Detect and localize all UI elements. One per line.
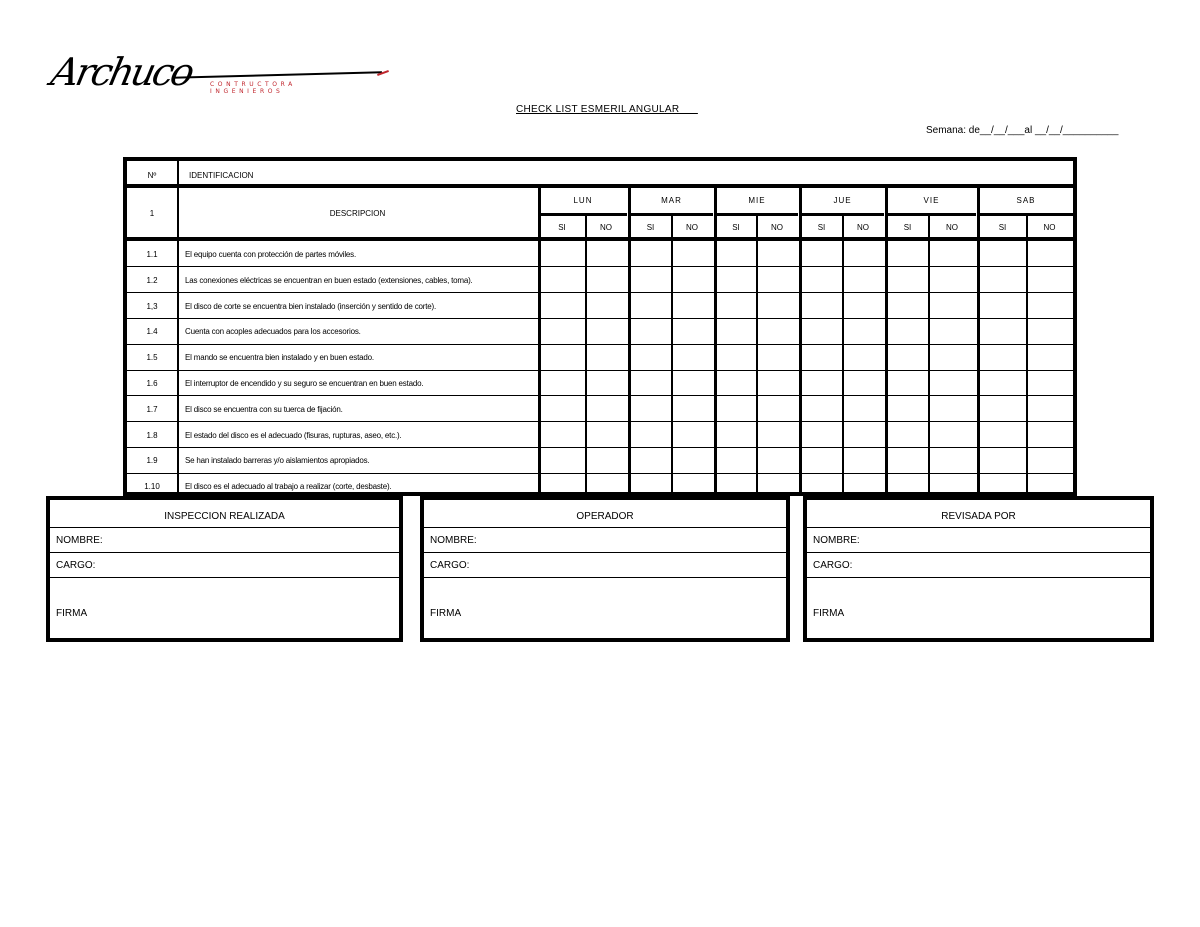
- item-number: 1,3: [146, 301, 158, 311]
- day-yes-header: SI: [998, 223, 1007, 232]
- check-cell-si[interactable]: [632, 397, 670, 421]
- day-header-vie: VIE: [923, 196, 940, 205]
- check-cell-si[interactable]: [889, 319, 927, 343]
- check-cell-si[interactable]: [981, 474, 1025, 498]
- check-cell-si[interactable]: [981, 371, 1025, 395]
- day-column-rule: [885, 188, 888, 492]
- item-description: El disco de corte se encuentra bien instalado (inserción y sentido de corte).: [185, 301, 436, 311]
- check-cell-no[interactable]: [587, 423, 626, 447]
- check-cell-no[interactable]: [587, 474, 626, 498]
- item-description: El disco es el adecuado al trabajo a realizar (corte, desbaste).: [185, 482, 392, 492]
- item-description: Las conexiones eléctricas se encuentran en buen estado (extensiones, cables, toma).: [185, 275, 473, 285]
- check-cell-no[interactable]: [930, 397, 975, 421]
- check-cell-si[interactable]: [981, 294, 1025, 318]
- check-cell-no[interactable]: [844, 319, 883, 343]
- check-cell-no[interactable]: [930, 423, 975, 447]
- check-cell-no[interactable]: [758, 294, 797, 318]
- check-cell-si[interactable]: [541, 242, 584, 266]
- check-cell-no[interactable]: [1028, 371, 1072, 395]
- check-cell-no[interactable]: [930, 371, 975, 395]
- check-cell-no[interactable]: [844, 242, 883, 266]
- check-cell-si[interactable]: [718, 345, 755, 369]
- item-description: Se han instalado barreras y/o aislamientos apropiados.: [185, 456, 370, 466]
- check-cell-si[interactable]: [889, 423, 927, 447]
- check-cell-si[interactable]: [981, 448, 1025, 472]
- day-no-header: NO: [600, 223, 612, 232]
- name-field[interactable]: NOMBRE:: [56, 535, 103, 546]
- signature-title: REVISADA POR: [807, 500, 1150, 528]
- item-number: 1.2: [146, 275, 158, 285]
- check-cell-no[interactable]: [587, 397, 626, 421]
- item-description: El equipo cuenta con protección de partes móviles.: [185, 250, 356, 259]
- check-cell-si[interactable]: [889, 474, 927, 498]
- check-cell-si[interactable]: [718, 268, 755, 292]
- item-description: El estado del disco es el adecuado (fisuras, rupturas, aseo, etc.).: [185, 430, 402, 440]
- check-cell-si[interactable]: [632, 345, 670, 369]
- check-cell-si[interactable]: [981, 345, 1025, 369]
- check-cell-no[interactable]: [844, 448, 883, 472]
- check-cell-si[interactable]: [632, 242, 670, 266]
- check-cell-si[interactable]: [718, 294, 755, 318]
- check-cell-no[interactable]: [587, 448, 626, 472]
- day-yes-header: SI: [558, 223, 566, 232]
- item-description: Cuenta con acoples adecuados para los accesorios.: [185, 327, 361, 337]
- check-cell-si[interactable]: [541, 268, 584, 292]
- checklist-table: [123, 157, 1077, 496]
- check-cell-no[interactable]: [673, 345, 712, 369]
- check-cell-si[interactable]: [803, 474, 841, 498]
- day-no-header: NO: [946, 223, 958, 232]
- day-no-header: NO: [857, 223, 869, 232]
- check-cell-si[interactable]: [718, 319, 755, 343]
- check-cell-si[interactable]: [718, 397, 755, 421]
- check-cell-no[interactable]: [1028, 423, 1072, 447]
- check-cell-si[interactable]: [889, 294, 927, 318]
- check-cell-si[interactable]: [889, 371, 927, 395]
- check-cell-si[interactable]: [541, 319, 584, 343]
- name-field[interactable]: NOMBRE:: [430, 535, 477, 546]
- day-header-jue: JUE: [833, 196, 852, 205]
- document-title: CHECK LIST ESMERIL ANGULAR: [516, 104, 698, 115]
- check-cell-no[interactable]: [930, 474, 975, 498]
- check-cell-no[interactable]: [673, 371, 712, 395]
- item-number: 1.7: [146, 404, 158, 414]
- check-cell-no[interactable]: [1028, 319, 1072, 343]
- check-cell-si[interactable]: [632, 423, 670, 447]
- check-cell-si[interactable]: [541, 371, 584, 395]
- check-cell-no[interactable]: [930, 242, 975, 266]
- day-yes-header: SI: [646, 223, 655, 232]
- check-cell-no[interactable]: [1028, 397, 1072, 421]
- day-rule: [539, 213, 627, 216]
- check-cell-si[interactable]: [889, 397, 927, 421]
- check-cell-no[interactable]: [844, 423, 883, 447]
- check-cell-no[interactable]: [930, 294, 975, 318]
- day-no-header: NO: [686, 223, 698, 232]
- check-cell-si[interactable]: [803, 242, 841, 266]
- check-cell-no[interactable]: [673, 397, 712, 421]
- check-cell-no[interactable]: [844, 268, 883, 292]
- check-cell-no[interactable]: [844, 397, 883, 421]
- day-column-rule: [799, 188, 802, 492]
- check-cell-no[interactable]: [758, 345, 797, 369]
- check-cell-no[interactable]: [673, 294, 712, 318]
- check-cell-no[interactable]: [673, 423, 712, 447]
- company-logo: [47, 50, 352, 100]
- check-cell-no[interactable]: [673, 268, 712, 292]
- day-rule: [887, 213, 976, 216]
- check-cell-si[interactable]: [718, 371, 755, 395]
- signature-title: INSPECCION REALIZADA: [50, 500, 399, 528]
- check-cell-si[interactable]: [889, 268, 927, 292]
- check-cell-no[interactable]: [1028, 448, 1072, 472]
- check-cell-no[interactable]: [844, 345, 883, 369]
- header-rule: [127, 184, 1073, 188]
- logo-signature: Archuco: [47, 50, 196, 94]
- check-cell-no[interactable]: [587, 294, 626, 318]
- name-field[interactable]: NOMBRE:: [813, 535, 860, 546]
- check-cell-no[interactable]: [587, 345, 626, 369]
- day-yes-header: SI: [903, 223, 912, 232]
- item-description: El mando se encuentra bien instalado y en buen estado.: [185, 353, 374, 363]
- day-yes-header: SI: [732, 223, 740, 232]
- check-cell-si[interactable]: [803, 319, 841, 343]
- check-cell-no[interactable]: [587, 268, 626, 292]
- check-cell-no[interactable]: [930, 319, 975, 343]
- check-cell-si[interactable]: [632, 474, 670, 498]
- check-cell-no[interactable]: [930, 345, 975, 369]
- check-cell-si[interactable]: [541, 397, 584, 421]
- check-cell-si[interactable]: [803, 448, 841, 472]
- check-cell-no[interactable]: [673, 242, 712, 266]
- check-cell-no[interactable]: [930, 268, 975, 292]
- signature-box-reviewer: [803, 496, 1154, 642]
- check-cell-si[interactable]: [632, 294, 670, 318]
- check-cell-si[interactable]: [541, 345, 584, 369]
- signature-field[interactable]: FIRMA: [813, 608, 845, 619]
- check-cell-no[interactable]: [758, 268, 797, 292]
- check-cell-no[interactable]: [758, 242, 797, 266]
- check-cell-no[interactable]: [587, 319, 626, 343]
- check-cell-si[interactable]: [889, 242, 927, 266]
- check-cell-no[interactable]: [673, 474, 712, 498]
- check-cell-no[interactable]: [758, 448, 797, 472]
- check-cell-si[interactable]: [889, 448, 927, 472]
- check-cell-si[interactable]: [981, 423, 1025, 447]
- description-header: DESCRIPCION: [329, 209, 386, 218]
- check-cell-no[interactable]: [673, 319, 712, 343]
- check-cell-si[interactable]: [632, 371, 670, 395]
- day-column-rule: [714, 188, 717, 492]
- day-no-header: NO: [1043, 223, 1056, 232]
- check-cell-no[interactable]: [758, 423, 797, 447]
- check-cell-no[interactable]: [587, 371, 626, 395]
- item-number: 1.5: [146, 353, 158, 363]
- check-cell-si[interactable]: [541, 294, 584, 318]
- check-cell-si[interactable]: [718, 448, 755, 472]
- header-identification: IDENTIFICACION: [189, 171, 254, 180]
- day-yes-header: SI: [817, 223, 826, 232]
- check-cell-no[interactable]: [1028, 294, 1072, 318]
- check-cell-si[interactable]: [541, 448, 584, 472]
- check-cell-si[interactable]: [803, 423, 841, 447]
- item-description: El disco se encuentra con su tuerca de fijación.: [185, 404, 343, 414]
- check-cell-si[interactable]: [803, 345, 841, 369]
- item-number: 1.9: [146, 456, 158, 466]
- check-cell-si[interactable]: [981, 268, 1025, 292]
- day-header-mie: MIE: [748, 196, 766, 205]
- role-field[interactable]: CARGO:: [56, 560, 96, 571]
- item-number: 1.8: [146, 430, 158, 440]
- header-num: Nº: [147, 171, 157, 180]
- check-cell-no[interactable]: [758, 371, 797, 395]
- signature-box-operator: [420, 496, 790, 642]
- check-cell-si[interactable]: [718, 474, 755, 498]
- signature-field[interactable]: FIRMA: [430, 608, 462, 619]
- description-num: 1: [149, 209, 155, 218]
- day-column-rule: [977, 188, 980, 492]
- item-number: 1.1: [146, 250, 158, 259]
- week-field: Semana: de__/__/___al __/__/__________: [926, 125, 1119, 136]
- check-cell-si[interactable]: [541, 423, 584, 447]
- role-field[interactable]: CARGO:: [430, 560, 470, 571]
- check-cell-no[interactable]: [758, 397, 797, 421]
- check-cell-si[interactable]: [632, 268, 670, 292]
- check-cell-si[interactable]: [803, 371, 841, 395]
- item-number: 1.10: [144, 482, 160, 492]
- check-cell-si[interactable]: [803, 294, 841, 318]
- check-cell-no[interactable]: [1028, 242, 1072, 266]
- check-cell-si[interactable]: [981, 397, 1025, 421]
- logo-underline: [172, 71, 382, 78]
- header-rule: [127, 237, 1073, 241]
- role-field[interactable]: CARGO:: [813, 560, 853, 571]
- check-cell-no[interactable]: [758, 474, 797, 498]
- check-cell-si[interactable]: [803, 397, 841, 421]
- check-cell-no[interactable]: [758, 319, 797, 343]
- day-column-rule: [628, 188, 631, 492]
- logo-subtitle-1: CONTRUCTORA: [210, 81, 296, 88]
- check-cell-no[interactable]: [1028, 345, 1072, 369]
- check-cell-si[interactable]: [632, 448, 670, 472]
- check-cell-si[interactable]: [541, 474, 584, 498]
- check-cell-si[interactable]: [889, 345, 927, 369]
- check-cell-no[interactable]: [673, 448, 712, 472]
- check-cell-no[interactable]: [844, 474, 883, 498]
- item-number: 1.4: [146, 327, 158, 337]
- check-cell-si[interactable]: [632, 319, 670, 343]
- check-cell-si[interactable]: [718, 242, 755, 266]
- signature-box-inspection: [46, 496, 403, 642]
- signature-title: OPERADOR: [424, 500, 786, 528]
- check-cell-si[interactable]: [981, 319, 1025, 343]
- item-description: El interruptor de encendido y su seguro se encuentran en buen estado.: [185, 379, 424, 388]
- check-cell-si[interactable]: [803, 268, 841, 292]
- logo-subtitle-2: INGENIEROS: [210, 88, 284, 95]
- day-header-sab: SAB: [1016, 196, 1036, 205]
- day-header-lun: LUN: [573, 196, 593, 205]
- day-header-mar: MAR: [661, 196, 682, 205]
- check-cell-no[interactable]: [1028, 268, 1072, 292]
- signature-field[interactable]: FIRMA: [56, 608, 88, 619]
- check-cell-si[interactable]: [981, 242, 1025, 266]
- check-cell-no[interactable]: [844, 294, 883, 318]
- check-cell-no[interactable]: [587, 242, 626, 266]
- day-no-header: NO: [771, 223, 783, 232]
- check-cell-no[interactable]: [930, 448, 975, 472]
- check-cell-no[interactable]: [844, 371, 883, 395]
- item-number: 1.6: [146, 379, 158, 388]
- check-cell-si[interactable]: [718, 423, 755, 447]
- check-cell-no[interactable]: [1028, 474, 1072, 498]
